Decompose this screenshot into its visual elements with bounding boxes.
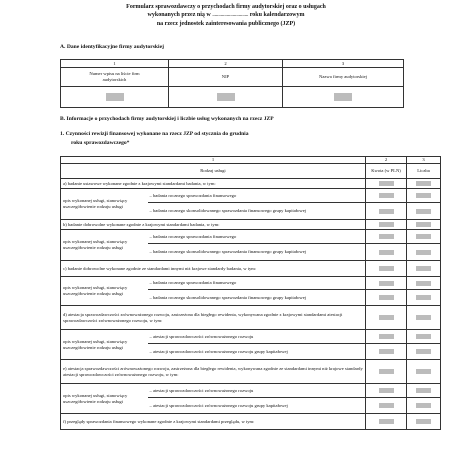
- numer-wpisu-input[interactable]: [106, 93, 124, 101]
- year-field[interactable]: ..............................: [212, 12, 249, 19]
- title-line-2: wykonanych przez nią w .............................. roku kalendarzowym: [147, 12, 305, 19]
- col-number: 3: [407, 157, 441, 164]
- b2-kwota-input[interactable]: [379, 250, 394, 255]
- row-c-sub1: – badania rocznego sprawozdania finansowego: [148, 277, 366, 290]
- a-kwota-input[interactable]: [379, 181, 394, 186]
- row-b-opis: opis wykonanej usługi, stanowiący uszczegółowienie rodzaju usługi: [61, 230, 148, 261]
- row-f-title: f) przeglądy sprawozdania finansowego wykonane zgodnie z krajowymi standardami przeglądu, w tym:: [61, 414, 366, 430]
- row-a-sub1: – badania rocznego sprawozdania finansowego: [148, 189, 366, 203]
- row-c-opis: opis wykonanej usługi, stanowiący uszczegółowienie rodzaju usługi: [61, 277, 148, 306]
- row-b-sub1: – badania rocznego sprawozdania finansowego: [148, 230, 366, 244]
- row-d-sub2: – atestacji sprawozdawczości zrównoważonego rozwoju grupy kapitałowej: [148, 344, 366, 360]
- col-label-nazwa: Nazwa firmy audytorskiej: [283, 68, 404, 87]
- row-a-title: a) badanie ustawowe wykonane zgodnie z krajowymi standardami badania, w tym:: [61, 179, 366, 189]
- c1-liczba-input[interactable]: [416, 281, 431, 286]
- title-line-3: na rzecz jednostek zainteresowania publicznego (JZP): [156, 20, 296, 27]
- e2-kwota-input[interactable]: [379, 403, 394, 408]
- c-liczba-input[interactable]: [416, 266, 431, 271]
- nip-input[interactable]: [217, 93, 235, 101]
- e1-liczba-input[interactable]: [416, 388, 431, 393]
- section-a-heading: A. Dane identyfikacyjne firmy audytorskiej: [60, 44, 164, 50]
- d2-liczba-input[interactable]: [416, 349, 431, 354]
- header-liczba: Liczba: [407, 164, 441, 179]
- nazwa-input[interactable]: [334, 93, 352, 101]
- a2-kwota-input[interactable]: [379, 209, 394, 214]
- row-c-title: c) badanie dobrowolne wykonane zgodnie ze standardami innymi niż krajowe standardy badania, w tym:: [61, 261, 366, 277]
- row-e-title: e) atestacja sprawozdawczości zrównoważonego rozwoju, zastrzeżona dla biegłego rewidenta, wykonywana zgodnie ze standardami innymi niż krajowe standardy atestacji sprawozdawczości zrównoważonego rozwoju, w tym:: [61, 360, 366, 384]
- f-liczba-input[interactable]: [416, 419, 431, 424]
- a1-liczba-input[interactable]: [416, 193, 431, 198]
- section-b1-heading-line1: 1. Czynności rewizji finansowej wykonane na rzecz JZP od stycznia do grudnia: [60, 131, 249, 137]
- identification-table: [60, 59, 404, 108]
- a-liczba-input[interactable]: [416, 181, 431, 186]
- c2-kwota-input[interactable]: [379, 295, 394, 300]
- b2-liczba-input[interactable]: [416, 250, 431, 255]
- col-number: 3: [283, 60, 404, 68]
- d-liczba-input[interactable]: [416, 315, 431, 320]
- section-b-heading: B. Informacje o przychodach firmy audytorskiej i liczbie usług wykonanych na rzecz JZP: [60, 116, 274, 122]
- c1-kwota-input[interactable]: [379, 281, 394, 286]
- e2-liczba-input[interactable]: [416, 403, 431, 408]
- a2-liczba-input[interactable]: [416, 209, 431, 214]
- col-number: 1: [61, 60, 169, 68]
- row-a-sub2: – badania rocznego skonsolidowanego sprawozdania finansowego grupy kapitałowej: [148, 203, 366, 220]
- row-e-sub1: – atestacji sprawozdawczości zrównoważonego rozwoju: [148, 384, 366, 398]
- row-e-sub2: – atestacji sprawozdawczości zrównoważonego rozwoju grupy kapitałowej: [148, 398, 366, 414]
- row-c-sub2: – badania rocznego skonsolidowanego sprawozdania finansowego grupy kapitałowej: [148, 290, 366, 306]
- col-label-numer-wpisu: Numer wpisu na liście firm audytorskich: [61, 68, 169, 87]
- header-kwota: Kwota (w PLN): [366, 164, 407, 179]
- e1-kwota-input[interactable]: [379, 388, 394, 393]
- c-kwota-input[interactable]: [379, 266, 394, 271]
- row-d-sub1: – atestacji sprawozdawczości zrównoważonego rozwoju: [148, 330, 366, 344]
- row-e-opis: opis wykonanej usługi, stanowiący uszczegółowienie rodzaju usługi: [61, 384, 148, 414]
- row-d-opis: opis wykonanej usługi, stanowiący uszczegółowienie rodzaju usługi: [61, 330, 148, 360]
- c2-liczba-input[interactable]: [416, 295, 431, 300]
- form-title: [110, 3, 342, 28]
- f-kwota-input[interactable]: [379, 419, 394, 424]
- section-b1-heading-line2: roku sprawozdawczego*: [71, 140, 130, 146]
- b-liczba-input[interactable]: [416, 222, 431, 227]
- a1-kwota-input[interactable]: [379, 193, 394, 198]
- row-a-opis: opis wykonanej usługi, stanowiący uszczegółowienie rodzaju usługi: [61, 189, 148, 220]
- title-line-1: Formularz sprawozdawczy o przychodach firmy audytorskiej oraz o usługach: [126, 4, 326, 10]
- services-table: [60, 156, 441, 430]
- e-kwota-input[interactable]: [379, 369, 394, 374]
- row-d-title: d) atestacja sprawozdawczości zrównoważonego rozwoju, zastrzeżona dla biegłego rewidenta, wykonywana zgodnie z krajowymi standardami atestacji sprawozdawczości zrównoważonego rozwoju, w tym:: [61, 306, 366, 330]
- col-number: 2: [366, 157, 407, 164]
- d-kwota-input[interactable]: [379, 315, 394, 320]
- col-number: 2: [169, 60, 283, 68]
- b1-kwota-input[interactable]: [379, 234, 394, 239]
- d1-liczba-input[interactable]: [416, 334, 431, 339]
- col-number: 1: [61, 157, 366, 164]
- d2-kwota-input[interactable]: [379, 349, 394, 354]
- header-rodzaj-uslugi: Rodzaj usługi: [61, 164, 366, 179]
- d1-kwota-input[interactable]: [379, 334, 394, 339]
- row-b-title: b) badanie dobrowolne wykonane zgodnie z krajowymi standardami badania, w tym:: [61, 220, 366, 230]
- col-label-nip: NIP: [169, 68, 283, 87]
- b-kwota-input[interactable]: [379, 222, 394, 227]
- row-b-sub2: – badania rocznego skonsolidowanego sprawozdania finansowego grupy kapitałowej: [148, 244, 366, 261]
- b1-liczba-input[interactable]: [416, 234, 431, 239]
- e-liczba-input[interactable]: [416, 369, 431, 374]
